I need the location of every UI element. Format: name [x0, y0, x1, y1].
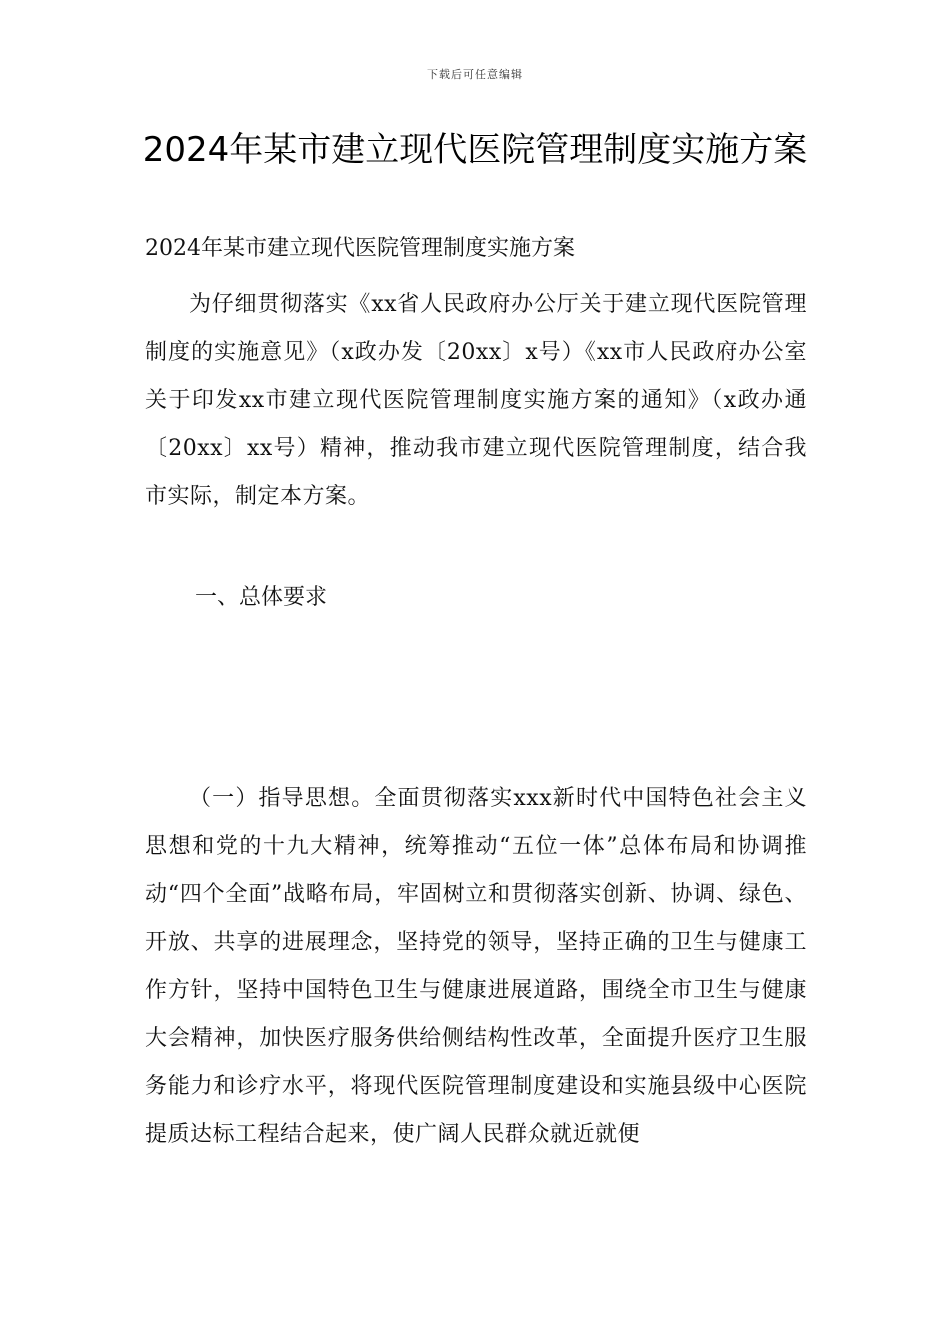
document-title: 2024年某市建立现代医院管理制度实施方案: [142, 130, 808, 170]
section-heading-overall-requirements: 一、总体要求: [195, 585, 328, 610]
intro-paragraph: 为仔细贯彻落实《xx省人民政府办公厅关于建立现代医院管理制度的实施意见》（x政办发〔20xx〕x号）《xx市人民政府办公室关于印发xx市建立现代医院管理制度实施方案的通知》（x政办通〔20xx〕xx号）精神，推动我市建立现代医院管理制度，结合我市实际，制定本方案。: [145, 292, 807, 509]
document-subtitle: 2024年某市建立现代医院管理制度实施方案: [145, 236, 575, 261]
header-note: 下载后可任意编辑: [427, 68, 523, 81]
guiding-ideology-paragraph: （一）指导思想。全面贯彻落实xxx新时代中国特色社会主义思想和党的十九大精神，统筹推动“五位一体”总体布局和协调推动“四个全面”战略布局，牢固树立和贯彻落实创新、协调、绿色、开放、共享的进展理念，坚持党的领导，坚持正确的卫生与健康工作方针，坚持中国特色卫生与健康进展道路，围绕全市卫生与健康大会精神，加快医疗服务供给侧结构性改革，全面提升医疗卫生服务能力和诊疗水平，将现代医院管理制度建设和实施县级中心医院提质达标工程结合起来，使广阔人民群众就近就便: [145, 786, 807, 1147]
